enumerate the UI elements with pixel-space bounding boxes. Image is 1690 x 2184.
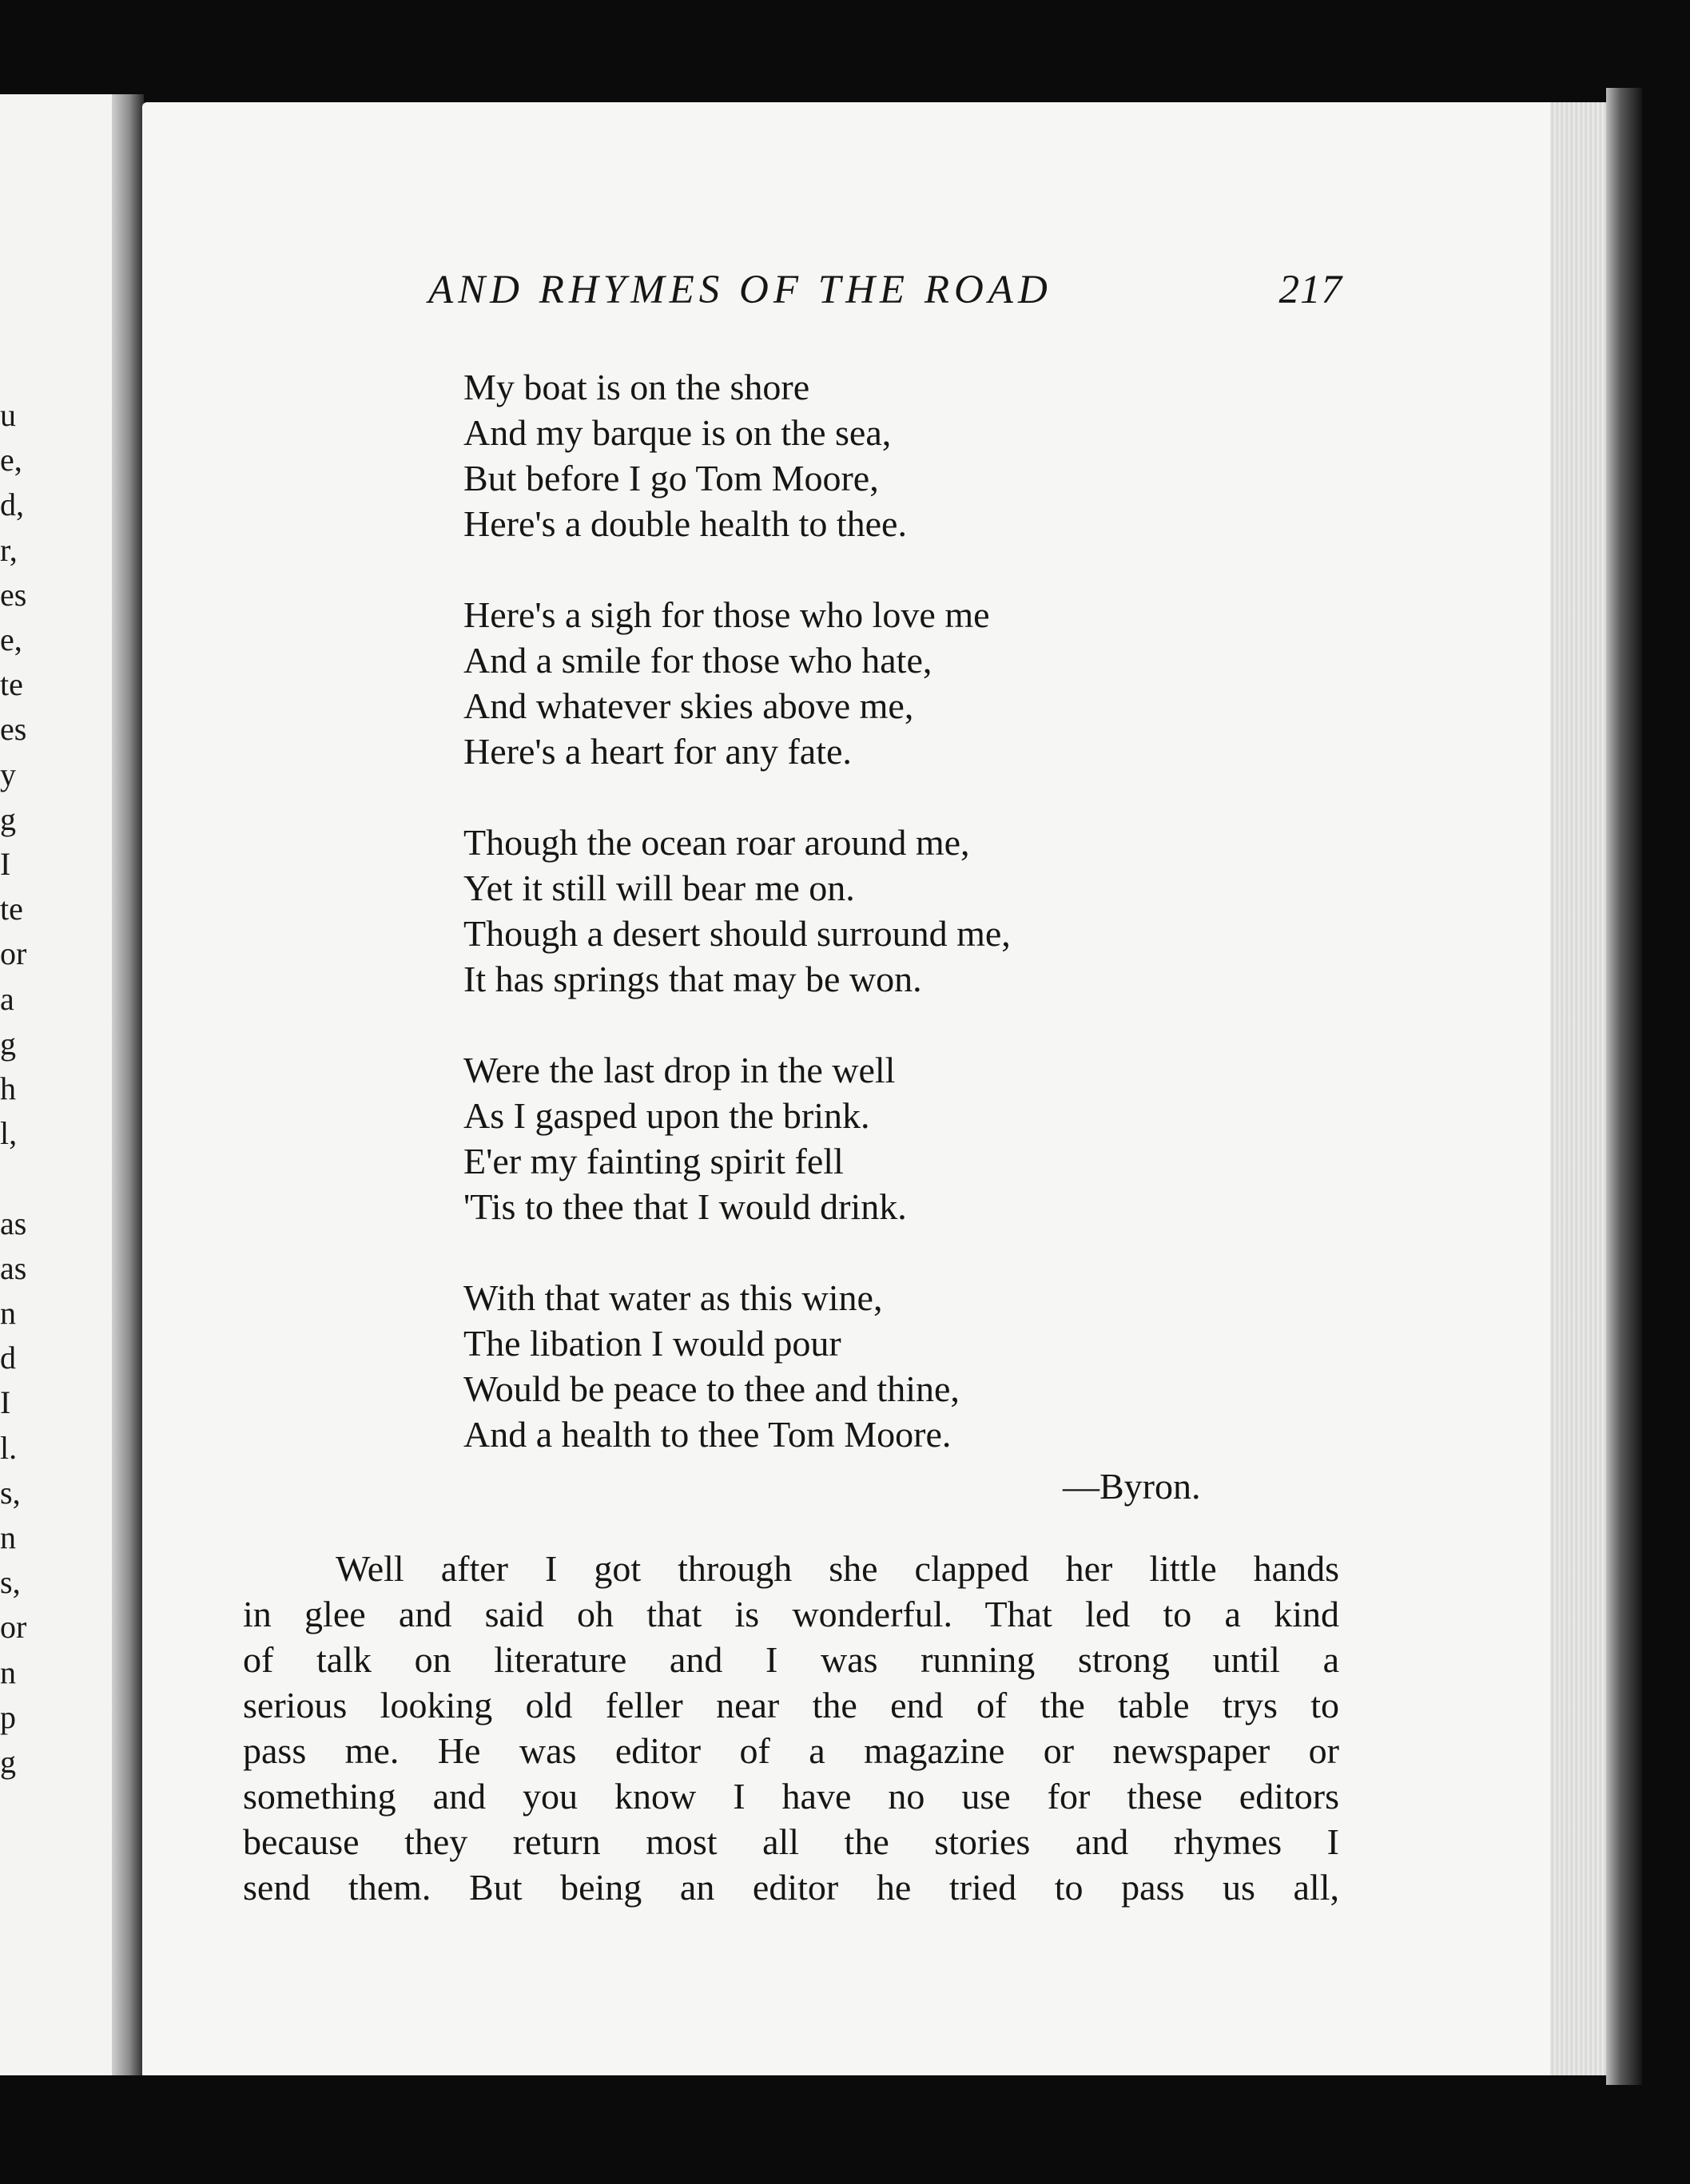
prose-line: serious looking old feller near the end of the table trys to <box>243 1685 1339 1725</box>
stanza <box>463 820 1263 1002</box>
stanza <box>463 1047 1263 1229</box>
prose-line: Well after I got through she clapped her little hands <box>336 1548 1339 1589</box>
facing-page-fragment: p <box>0 1698 16 1735</box>
facing-page-fragment: a <box>0 980 14 1017</box>
facing-page-fragment: h <box>0 1070 16 1106</box>
facing-page-fragment: I <box>0 1384 11 1421</box>
facing-page-fragment: u <box>0 397 16 433</box>
page-number: 217 <box>1278 268 1342 312</box>
poem-line: Yet it still will bear me on. <box>463 868 855 908</box>
poem-line: Were the last drop in the well <box>463 1050 896 1090</box>
facing-page-fragment: te <box>0 666 23 703</box>
prose-line: pass me. He was editor of a magazine or newspaper or <box>243 1730 1339 1771</box>
poem-line: Though the ocean roar around me, <box>463 822 970 863</box>
poem-line: And whatever skies above me, <box>463 685 914 726</box>
facing-page-fragment: e, <box>0 442 22 478</box>
facing-page-fragment: r, <box>0 531 18 568</box>
poem-line: The libation I would pour <box>463 1323 841 1364</box>
facing-page-fragment: d <box>0 1340 16 1376</box>
poem-line: With that water as this wine, <box>463 1277 883 1318</box>
facing-page-fragment: as <box>0 1249 27 1286</box>
poem-line: Here's a heart for any fate. <box>463 731 852 772</box>
poem <box>463 364 1263 1503</box>
facing-page-fragment: g <box>0 1744 16 1780</box>
poem-line: And my barque is on the sea, <box>463 412 892 453</box>
facing-page-fragment: n <box>0 1519 16 1555</box>
poem-line: Here's a sigh for those who love me <box>463 594 990 635</box>
poem-line: E'er my fainting spirit fell <box>463 1141 844 1181</box>
stanza <box>463 592 1263 774</box>
prose-line: in glee and said oh that is wonderful. That led to a kind <box>243 1594 1339 1634</box>
stanza <box>463 364 1263 546</box>
poem-line: It has springs that may be won. <box>463 959 922 999</box>
facing-page-fragment: n <box>0 1295 16 1331</box>
facing-page-fragment: n <box>0 1654 16 1690</box>
prose-line: something and you know I have no use for these editors <box>243 1776 1339 1817</box>
poem-line: But before I go Tom Moore, <box>463 458 879 498</box>
book-spine-shadow <box>1606 88 1642 2085</box>
running-title: AND RHYMES OF THE ROAD <box>428 268 1052 312</box>
facing-page-fragment: or <box>0 1609 27 1646</box>
stanza <box>463 1275 1263 1457</box>
facing-page-fragment: e, <box>0 621 22 657</box>
prose-line: of talk on literature and I was running strong until a <box>243 1639 1339 1680</box>
prose-line: send them. But being an editor he tried to pass us all, <box>243 1867 1339 1908</box>
facing-page-fragment: or <box>0 935 27 972</box>
book-gutter <box>112 94 144 2075</box>
poem-line: And a smile for those who hate, <box>463 640 932 681</box>
facing-page-fragment: s, <box>0 1474 21 1511</box>
prose-paragraph <box>243 1546 1339 1910</box>
facing-page-fragment: te <box>0 891 23 927</box>
running-header <box>428 267 1342 323</box>
facing-page-fragment: s, <box>0 1564 21 1601</box>
facing-page-fragment: g <box>0 1025 16 1062</box>
poem-line: Would be peace to thee and thine, <box>463 1368 960 1409</box>
facing-page-fragment: I <box>0 846 11 882</box>
facing-page-fragment: es <box>0 711 27 748</box>
poem-attribution: —Byron. <box>1063 1466 1201 1507</box>
poem-line: My boat is on the shore <box>463 367 810 407</box>
facing-page-fragment: as <box>0 1205 27 1241</box>
poem-line: Though a desert should surround me, <box>463 913 1011 954</box>
prose-line: because they return most all the stories and rhymes I <box>243 1821 1339 1862</box>
facing-page-fragment: y <box>0 756 16 792</box>
facing-page-fragment: d, <box>0 486 24 523</box>
poem-line: And a health to thee Tom Moore. <box>463 1414 952 1455</box>
poem-line: Here's a double health to thee. <box>463 503 907 544</box>
facing-page-fragment: es <box>0 576 27 613</box>
poem-line: As I gasped upon the brink. <box>463 1095 870 1136</box>
facing-page-fragment: g <box>0 800 16 837</box>
facing-page-fragment: l. <box>0 1429 18 1466</box>
poem-line: 'Tis to thee that I would drink. <box>463 1186 907 1227</box>
facing-page-fragment: l, <box>0 1115 18 1152</box>
